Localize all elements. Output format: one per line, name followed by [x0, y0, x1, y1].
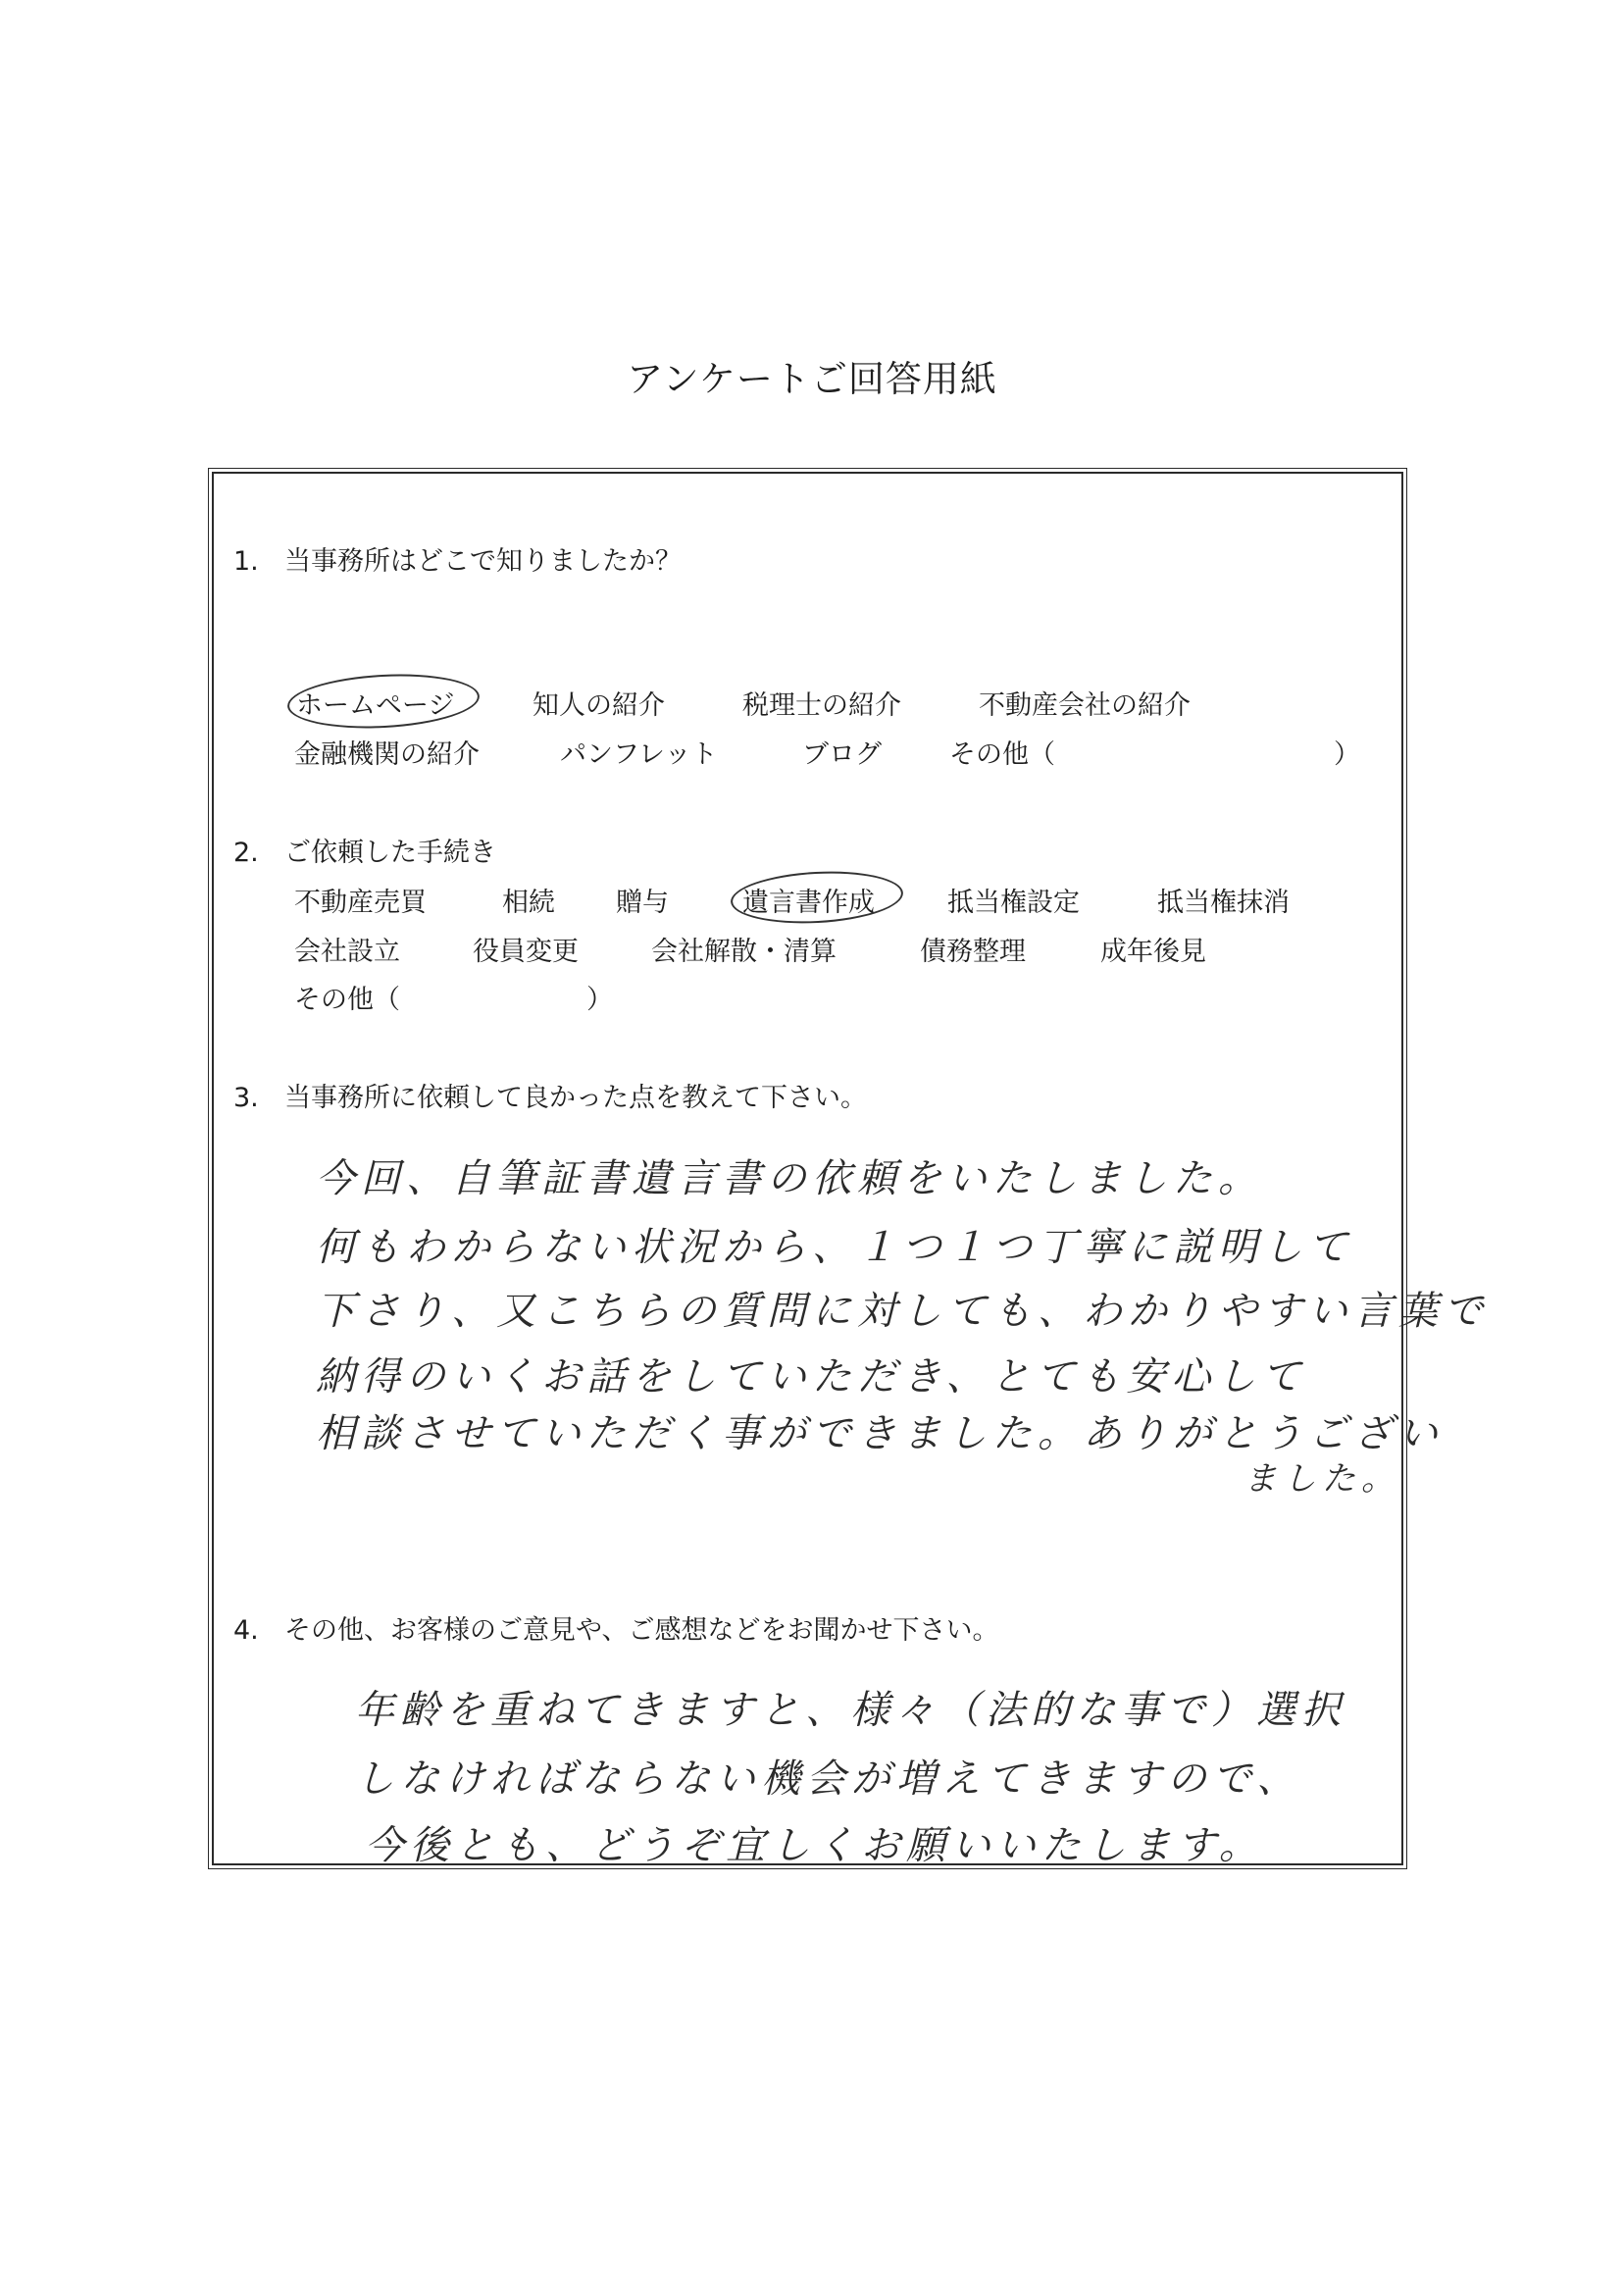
question-1: [233, 539, 682, 578]
question-2-number: 2.: [233, 838, 259, 868]
q1-option-real-estate[interactable]: 不動産会社の紹介: [979, 690, 1191, 721]
question-4: [233, 1608, 998, 1647]
q1-option-pamphlet[interactable]: パンフレット: [560, 739, 718, 770]
q2-option-dissolution[interactable]: 会社解散・清算: [651, 937, 837, 967]
q4-answer-line-3: 今後とも、どうぞ宜しくお願いいたします。: [365, 1823, 1264, 1868]
page-title: アンケートご回答用紙: [627, 358, 997, 400]
q1-option-blog[interactable]: ブログ: [802, 739, 882, 770]
q3-answer-line-4: 納得のいくお話をしていただき、とても安心して: [316, 1354, 1307, 1400]
question-2-text: ご依頼した手続き: [284, 838, 496, 868]
q2-option-other-close: ）: [586, 985, 613, 1015]
question-4-number: 4.: [233, 1615, 259, 1646]
q2-option-real-estate-sale[interactable]: 不動産売買: [294, 888, 427, 918]
q1-option-acquaintance[interactable]: 知人の紹介: [533, 690, 665, 721]
q1-option-tax-accountant[interactable]: 税理士の紹介: [742, 690, 901, 721]
q2-option-debt[interactable]: 債務整理: [920, 937, 1026, 967]
q1-option-financial[interactable]: 金融機関の紹介: [294, 739, 480, 770]
question-1-text: 当事務所はどこで知りましたか？: [284, 546, 682, 577]
q2-option-mortgage-cancel[interactable]: 抵当権抹消: [1157, 888, 1290, 918]
q3-answer-line-6: ました。: [1243, 1459, 1400, 1499]
question-1-number: 1.: [233, 546, 259, 577]
q2-option-guardianship[interactable]: 成年後見: [1100, 937, 1206, 967]
q2-option-company-setup[interactable]: 会社設立: [294, 937, 400, 967]
q1-option-other[interactable]: その他（: [949, 739, 1055, 770]
q3-answer-line-2: 何もわからない状況から、１つ１つ丁寧に説明して: [316, 1225, 1353, 1270]
q2-option-gift[interactable]: 贈与: [616, 888, 669, 918]
q3-answer-line-1: 今回、自筆証書遺言書の依頼をいたしました。: [316, 1156, 1263, 1201]
question-2: [233, 831, 496, 869]
q2-option-mortgage-setup[interactable]: 抵当権設定: [947, 888, 1080, 918]
q1-option-homepage[interactable]: ホームページ: [296, 690, 455, 721]
q2-option-other[interactable]: その他（: [294, 985, 400, 1015]
question-3-number: 3.: [233, 1083, 259, 1113]
question-4-text: その他、お客様のご意見や、ご感想などをお聞かせ下さい。: [284, 1615, 999, 1646]
q2-option-inheritance[interactable]: 相続: [502, 888, 555, 918]
q3-answer-line-3: 下さり、又こちらの質問に対しても、わかりやすい言葉で: [316, 1289, 1489, 1334]
q3-answer-line-5: 相談させていただく事ができました。ありがとうござい: [316, 1411, 1444, 1456]
q1-option-other-close: ）: [1334, 739, 1360, 770]
q2-option-officer-change[interactable]: 役員変更: [473, 937, 579, 967]
q4-answer-line-1: 年齢を重ねてきますと、様々（法的な事で）選択: [355, 1688, 1346, 1733]
question-3-text: 当事務所に依頼して良かった点を教えて下さい。: [284, 1083, 867, 1113]
q4-answer-line-2: しなければならない機会が増えてきますので、: [355, 1756, 1302, 1802]
question-3: [233, 1076, 867, 1114]
q2-option-will[interactable]: 遺言書作成: [742, 888, 875, 918]
